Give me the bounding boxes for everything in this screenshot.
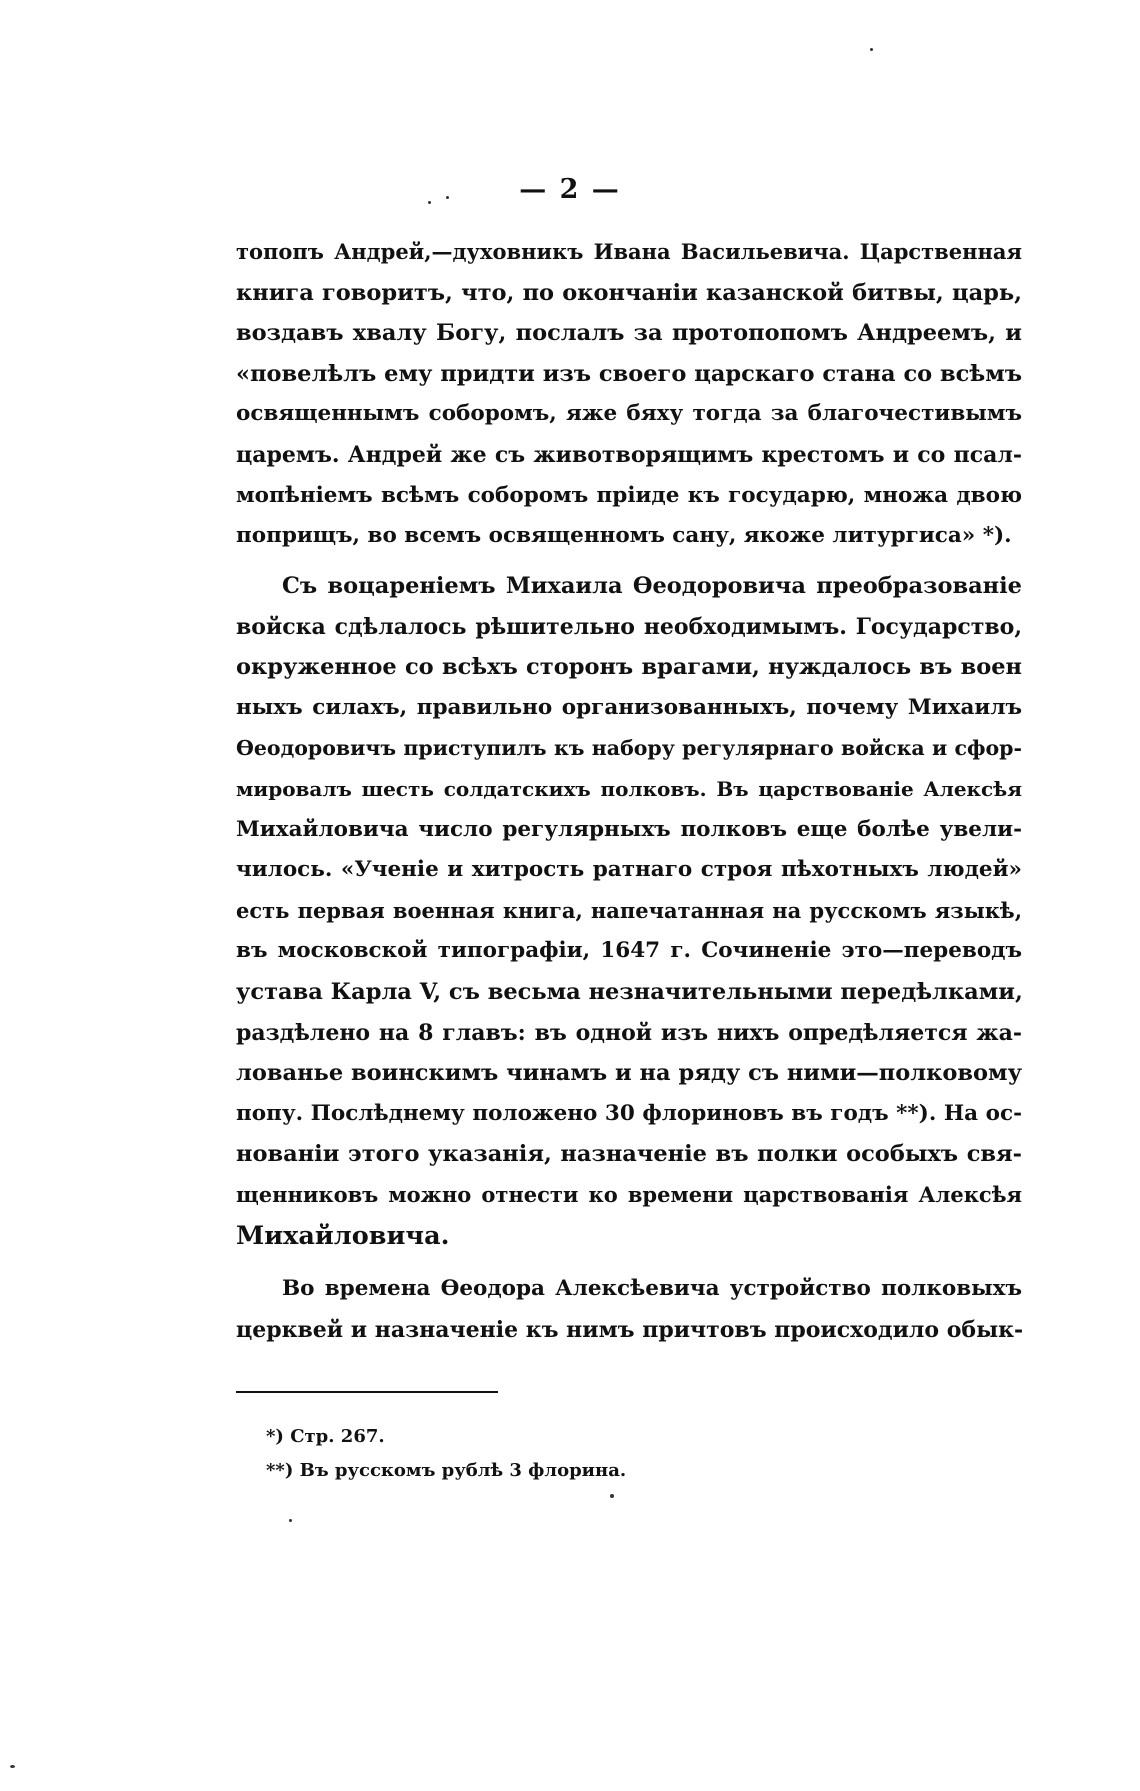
page-number: — 2 —: [519, 174, 621, 205]
text-line: топопъ Андрей,—духовникъ Ивана Васильевича. Царственная: [236, 239, 1022, 264]
paragraph-2: [236, 566, 1022, 1256]
text-line: въ московской типографіи, 1647 г. Сочиненіе это—переводъ: [236, 938, 1022, 964]
paragraph-3: [236, 1269, 1022, 1350]
scan-speck: [446, 196, 449, 199]
text-line: освященнымъ соборомъ, яже бяху тогда за благочестивымъ: [236, 401, 1022, 427]
scan-speck: [870, 48, 873, 51]
footnotes: [266, 1420, 626, 1488]
text-line: войска сдѣлалось рѣшительно необходимымъ. Государство,: [236, 613, 1022, 640]
text-line: окруженное со всѣхъ сторонъ врагами, нуждалось въ воен: [236, 654, 1022, 681]
text-line: воздавъ хвалу Богу, послалъ за протопопомъ Андреемъ, и: [236, 320, 1022, 347]
text-line: Михайловича число регулярныхъ полковъ еще болѣе увели-: [236, 816, 1022, 842]
scan-speck: [10, 1765, 15, 1768]
footnote-rule: [236, 1391, 498, 1393]
footnote-2: **) Въ русскомъ рублѣ 3 флорина.: [266, 1460, 627, 1481]
text-line: книга говоритъ, что, по окончаніи казанской битвы, царь,: [236, 279, 1022, 306]
scan-speck: [289, 1519, 292, 1522]
text-line: Во времена Ѳеодора Алексѣевича устройство полковыхъ: [282, 1276, 1022, 1301]
text-line: «повелѣлъ ему придти изъ своего царскаго стана со всѣмъ: [236, 360, 1022, 387]
footnote-1: *) Стр. 267.: [266, 1426, 385, 1447]
text-line: Съ воцареніемъ Михаила Ѳеодоровича преобразованіе: [282, 573, 1022, 599]
text-line: попу. Послѣднему положено 30 флориновъ въ годъ **). На ос-: [236, 1100, 1022, 1126]
scan-speck: [428, 201, 431, 204]
text-line: нованіи этого указанія, назначеніе въ полки особыхъ свя-: [236, 1141, 1022, 1168]
text-line: Михайловича.: [236, 1220, 450, 1251]
text-line: церквей и назначеніе къ нимъ причтовъ происходило обык-: [236, 1316, 1024, 1343]
text-line: чилось. «Ученіе и хитрость ратнаго строя пѣхотныхъ людей»: [236, 857, 1022, 883]
scan-speck: [610, 1494, 614, 1498]
text-line: царемъ. Андрей же съ животворящимъ крестомъ и со псал-: [236, 441, 1022, 468]
text-line: поприщъ, во всемъ освященномъ сану, якоже литургиса» *).: [236, 523, 1012, 549]
text-line: лованье воинскимъ чинамъ и на ряду съ ними—полковому: [236, 1060, 1022, 1087]
text-line: мопѣніемъ всѣмъ соборомъ пріиде къ государю, множа двою: [236, 482, 1022, 508]
text-line: Ѳеодоровичъ приступилъ къ набору регулярнаго войска и сфор-: [236, 736, 1022, 761]
text-line: мировалъ шесть солдатскихъ полковъ. Въ царствованіе Алексѣя: [236, 776, 1022, 801]
paragraph-1: [236, 232, 1022, 557]
text-line: раздѣлено на 8 главъ: въ одной изъ нихъ опредѣляется жа-: [236, 1019, 1022, 1046]
text-line: ныхъ силахъ, правильно организованныхъ, почему Михаилъ: [236, 694, 1022, 720]
text-line: есть первая военная книга, напечатанная на русскомъ языкѣ,: [236, 897, 1022, 923]
text-line: устава Карла V, съ весьма незначительными передѣлками,: [236, 978, 1023, 1005]
text-line: щенниковъ можно отнести ко времени царствованія Алексѣя: [236, 1181, 1022, 1207]
